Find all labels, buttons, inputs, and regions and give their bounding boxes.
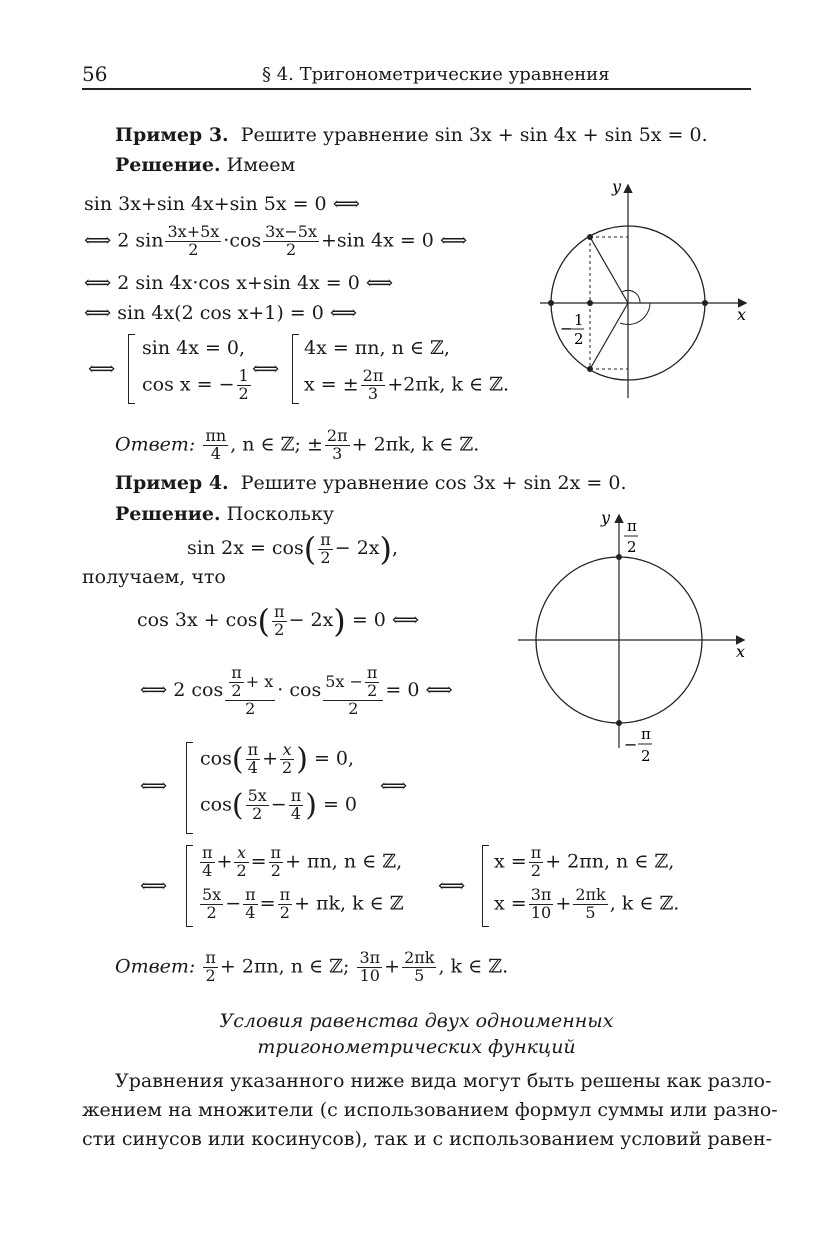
ex4-eq-3: ⟺ 2 cos $\frac{\pi}{2}$ + x 2 · cos 5x − $\frac{\pi}{2}$ 2 = 0 ⟺: [140, 663, 453, 718]
ex3-system2-line1: 4x = πn, n ∈ ℤ,: [304, 337, 450, 359]
ex4-sysC-line2: x = $\frac{3\pi}{10}$ + $\frac{2\pi k}{5}$ , k ∈ ℤ.: [494, 885, 680, 922]
page-number: 56: [82, 62, 108, 86]
ex3-bracket-1: [128, 334, 135, 404]
section-title: § 4. Тригонометрические уравнения: [262, 64, 610, 85]
ex4-bracket-b: [186, 845, 193, 927]
ex4-sysA-line1: cos( $\frac{\pi}{4}$ + $\frac{x}{2}$ ) = 0,: [200, 740, 355, 777]
ex4-bracket-a: [186, 742, 193, 834]
ex3-line-4: ⟺ sin 4x(2 cos x+1) = 0 ⟺: [84, 302, 358, 324]
ex4-equiv-a: ⟺: [140, 775, 168, 797]
header-rule: [82, 88, 751, 90]
svg-text:1: 1: [574, 311, 584, 329]
ex3-system2-line2: x = ± $\frac{2\pi}{3}$ +2πk, k ∈ ℤ.: [304, 366, 509, 403]
ex3-line-3: ⟺ 2 sin 4x·cos x+sin 4x = 0 ⟺: [84, 272, 394, 294]
ex3-bracket-2: [292, 334, 299, 404]
example-4-heading: Пример 4. Решите уравнение cos 3x + sin 2x = 0.: [115, 472, 627, 494]
ex4-eq-2: cos 3x + cos( $\frac{\pi}{2}$ − 2x) = 0 ⟺: [137, 601, 420, 640]
svg-text:2: 2: [574, 330, 584, 348]
svg-text:y: y: [601, 508, 611, 527]
ex4-sysB-line2: $\frac{5x}{2}$ − $\frac{\pi}{4}$ = $\frac{\pi}{2}$ + πk, k ∈ ℤ: [202, 885, 404, 922]
ex3-equiv-sign-2: ⟺: [252, 358, 280, 380]
y-axis-label: y: [612, 178, 622, 196]
example-3-heading: Пример 3. Решите уравнение sin 3x + sin 4x + sin 5x = 0.: [115, 124, 708, 146]
ex3-system1-line2: cos x = − $\frac{1}{2}$: [142, 366, 249, 403]
ex3-line-2: ⟺ 2 sin $\frac{3x+5x}{2}$ ·cos $\frac{3x-5x}{2}$ +sin 4x = 0 ⟺: [84, 222, 468, 259]
svg-text:π: π: [641, 725, 651, 743]
svg-text:2: 2: [641, 747, 651, 765]
svg-text:π: π: [627, 517, 637, 535]
svg-text:2: 2: [627, 538, 637, 556]
ex4-equiv-d: ⟺: [438, 875, 466, 897]
svg-text:−: −: [560, 319, 574, 338]
example-3-solution-label: Решение. Имеем: [115, 154, 296, 176]
ex4-bracket-c: [482, 845, 489, 927]
paragraph-line2: жением на множители (с использованием формул суммы или разно-: [82, 1099, 778, 1121]
ex4-sysA-line2: cos( $\frac{5x}{2}$ − $\frac{\pi}{4}$ ) = 0: [200, 786, 358, 823]
ex3-line-1: sin 3x+sin 4x+sin 5x = 0 ⟺: [84, 193, 360, 215]
ex4-answer: Ответ: $\frac{\pi}{2}$ + 2πn, n ∈ ℤ; $\frac{3\pi}{10}$ + $\frac{2\pi k}{5}$ , k ∈ ℤ.: [115, 948, 509, 985]
ex3-system1-line1: sin 4x = 0,: [142, 337, 246, 359]
svg-text:−: −: [624, 735, 638, 754]
x-axis-label: x: [737, 305, 747, 324]
unit-circle-figure-1: [540, 178, 755, 403]
ex3-answer: Ответ: $\frac{\pi n}{4}$ , n ∈ ℤ; ± $\frac{2\pi}{3}$ + 2πk, k ∈ ℤ.: [115, 426, 480, 463]
svg-text:x: x: [736, 642, 746, 661]
ex4-equiv-c: ⟺: [140, 875, 168, 897]
ex4-equiv-b: ⟺: [380, 775, 408, 797]
ex4-sysC-line1: x = $\frac{\pi}{2}$ + 2πn, n ∈ ℤ,: [494, 843, 675, 880]
ex3-equiv-sign: ⟺: [88, 358, 116, 380]
subsection-title-line1: Условия равенства двух одноименных: [219, 1010, 614, 1032]
ex4-we-get: получаем, что: [82, 566, 226, 588]
ex4-sysB-line1: $\frac{\pi}{4}$ + $\frac{x}{2}$ = $\frac{\pi}{2}$ + πn, n ∈ ℤ,: [202, 843, 403, 880]
subsection-title-line2: тригонометрических функций: [257, 1036, 576, 1058]
paragraph-line1: Уравнения указанного ниже вида могут быть решены как разло-: [115, 1070, 772, 1092]
ex4-eq-1: sin 2x = cos( $\frac{\pi}{2}$ − 2x),: [187, 529, 399, 568]
unit-circle-figure-2: [518, 508, 753, 773]
example-4-solution-label: Решение. Поскольку: [115, 503, 335, 525]
paragraph-line3: сти синусов или косинусов), так и с использованием условий равен-: [82, 1128, 773, 1150]
